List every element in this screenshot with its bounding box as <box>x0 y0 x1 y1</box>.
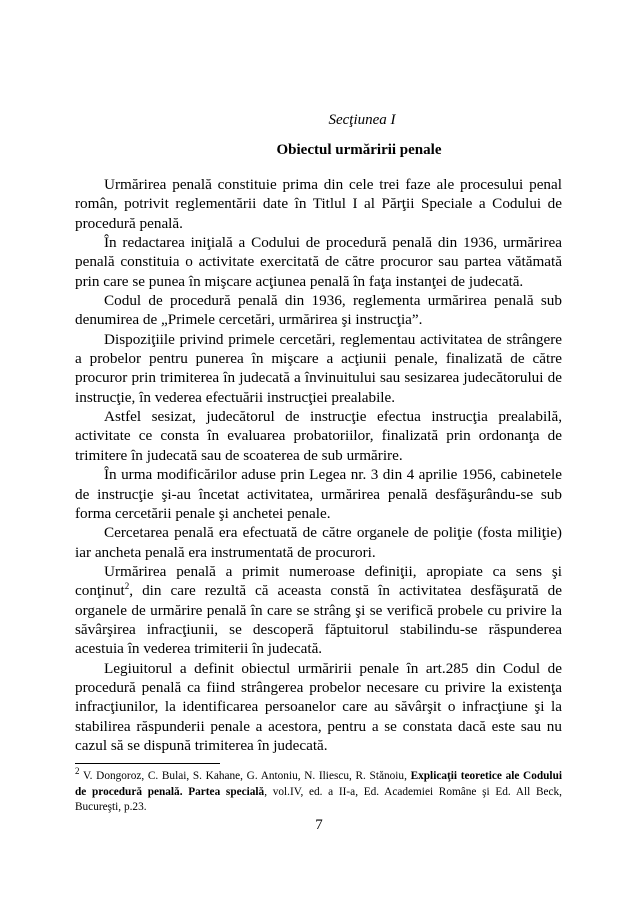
footnote-reference[interactable]: 2 <box>124 581 130 592</box>
paragraph-5: Astfel sesizat, judecătorul de instrucţie efectua instrucţia prealabilă, activitate ce consta în evaluarea probatoriilor, finalizată prin ordonanţa de trimitere în judecată sau de scoaterea de sub urmărire. <box>75 408 562 464</box>
paragraph-2: În redactarea iniţială a Codului de procedură penală din 1936, urmărirea penală constituia o activitate exercitată de către procuror sau partea vătămată prin care se punea în mişcare acţiunea penală în faţa instanţei de judecată. <box>75 234 562 290</box>
paragraph-4: Dispoziţiile privind primele cercetări, reglementau activitatea de strângere a probelor pentru punerea în mişcare a acţiunii penale, finalizată de către procuror prin trimiterea în judecată a învinuitului sau sesizarea judecătorului de instrucţie, în vederea efectuării instrucţiei prealabile. <box>75 330 562 406</box>
paragraph-6: În urma modificărilor aduse prin Legea nr. 3 din 4 aprilie 1956, cabinetele de instrucţie şi-au încetat activitatea, urmărirea penală desfăşurându-se sub forma cercetării penale şi anchetei penale. <box>75 466 562 522</box>
section-label <box>0 112 638 129</box>
paragraph-9: Legiuitorul a definit obiectul urmăririi penale în art.285 din Codul de procedură penală ca fiind strângerea probelor necesare cu privire la existenţa infracţiunilor, la identificarea persoanelor care au săvârşit o infracţiune şi la stabilirea răspunderii penale a acestora, pentru a se constata dacă este sau nu cazul să se dispună trimiterea în judecată. <box>75 659 562 754</box>
paragraph-8-after: , din care rezultă că aceasta constă în activitatea desfăşurată de organele de urmărire penală în care se strâng şi se verifică probele cu privire la săvârşirea infracţiunii, se descoperă făptuitorul stabilindu-se răspunderea acestuia în vederea trimiterii în judecată. <box>75 582 562 658</box>
page-title <box>0 142 638 159</box>
paragraph-7: Cercetarea penală era efectuată de către organele de poliţie (fosta miliţie) iar ancheta penală era instrumentată de procurori. <box>75 524 562 561</box>
page-number-text: 7 <box>315 817 323 833</box>
footnote-book-title: Explicaţii teoretice ale Codului de procedură penală. Partea specială <box>75 770 562 798</box>
footnote <box>75 766 562 816</box>
section-label-text: Secţiunea I <box>328 112 396 128</box>
paragraph-8-before: Urmărirea penală a primit numeroase definiţii, apropiate ca sens şi conţinut <box>75 562 562 600</box>
page-title-text: Obiectul urmăririi penale <box>276 142 442 158</box>
paragraph-3: Codul de procedură penală din 1936, reglementa urmărirea penală sub denumirea de „Primele cercetări, urmărirea şi instrucţia”. <box>75 292 562 329</box>
body-text <box>75 175 562 755</box>
paragraph-8 <box>75 562 562 659</box>
footnote-authors: V. Dongoroz, C. Bulai, S. Kahane, G. Antoniu, N. Iliescu, R. Stănoiu, <box>79 770 411 782</box>
footnote-divider <box>75 763 220 764</box>
page-number <box>0 817 638 834</box>
footnote-details: , vol.IV, ed. a II-a, Ed. Academiei Române şi Ed. All Beck, Bucureşti, p.23. <box>75 785 562 814</box>
paragraph-1: Urmărirea penală constituie prima din cele trei faze ale procesului penal român, potrivit reglementării date în Titlul I al Părţii Speciale a Codului de procedură penală. <box>75 176 562 232</box>
footnote-number: 2 <box>75 766 80 777</box>
